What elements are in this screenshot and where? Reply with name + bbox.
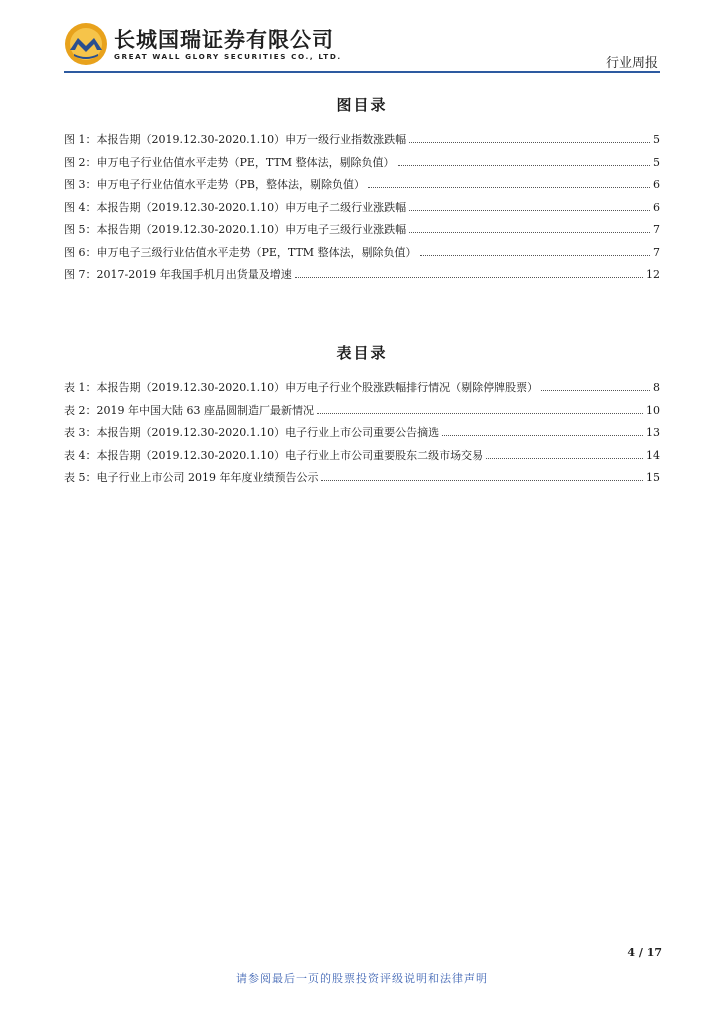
figure-toc-entry[interactable] (64, 266, 660, 289)
toc-leader-dots (541, 380, 650, 391)
figure-toc-entry[interactable] (64, 176, 660, 199)
table-toc-entry[interactable] (64, 379, 660, 402)
toc-leader-dots (420, 245, 650, 256)
toc-leader-dots (398, 155, 650, 166)
toc-entry-page: 13 (646, 426, 660, 439)
toc-entry-page: 10 (646, 403, 660, 417)
toc-leader-dots (409, 132, 650, 143)
page-number: 4 / 17 (627, 946, 662, 959)
company-logo (64, 22, 108, 66)
toc-entry-label: 图 1：本报告期（2019.12.30-2020.1.10）申万一级行业指数涨跌幅 (64, 133, 407, 146)
figure-toc-title: 图目录 (336, 96, 388, 114)
toc-entry-label: 表 3：本报告期（2019.12.30-2020.1.10）电子行业上市公司重要公告摘选 (64, 426, 440, 439)
toc-entry-page: 5 (653, 155, 660, 169)
figure-toc-entry[interactable] (64, 154, 660, 177)
figure-toc-entry[interactable] (64, 244, 660, 267)
toc-entry-page: 12 (646, 268, 660, 281)
toc-entry-page: 14 (646, 448, 660, 462)
report-type-label: 行业周报 (605, 56, 658, 71)
toc-entry-label: 图 7：2017-2019 年我国手机月出货量及增速 (64, 268, 292, 281)
toc-entry-page: 5 (653, 133, 660, 146)
toc-entry-label: 图 4：本报告期（2019.12.30-2020.1.10）申万电子二级行业涨跌幅 (64, 200, 407, 214)
table-toc-title: 表目录 (336, 344, 388, 362)
toc-leader-dots (321, 470, 643, 481)
toc-entry-label: 图 3：申万电子行业估值水平走势（PB，整体法，剔除负值） (64, 178, 365, 191)
table-toc-entry[interactable] (64, 469, 660, 492)
table-toc-list (64, 379, 660, 492)
toc-entry-page: 15 (646, 471, 660, 484)
toc-leader-dots (442, 425, 643, 436)
figure-toc-entry[interactable] (64, 199, 660, 222)
toc-entry-page: 7 (653, 223, 660, 236)
toc-entry-page: 6 (653, 178, 660, 191)
toc-entry-label: 表 2：2019 年中国大陆 63 座晶圆制造厂最新情况 (64, 403, 314, 417)
table-toc-entry[interactable] (64, 447, 660, 470)
figure-toc-list (64, 131, 660, 289)
toc-entry-label: 表 4：本报告期（2019.12.30-2020.1.10）电子行业上市公司重要股东二级市场交易 (64, 448, 484, 462)
toc-leader-dots (317, 403, 643, 414)
toc-leader-dots (486, 448, 643, 459)
toc-leader-dots (409, 200, 650, 211)
toc-entry-label: 图 2：申万电子行业估值水平走势（PE，TTM 整体法，剔除负值） (64, 155, 395, 169)
header-divider (64, 71, 660, 73)
toc-leader-dots (295, 267, 643, 278)
footer-disclaimer: 请参阅最后一页的股票投资评级说明和法律声明 (236, 972, 488, 985)
toc-entry-label: 表 1：本报告期（2019.12.30-2020.1.10）申万电子行业个股涨跌幅排行情况（剔除停牌股票） (64, 381, 539, 394)
toc-leader-dots (409, 222, 650, 233)
toc-entry-label: 表 5：电子行业上市公司 2019 年年度业绩预告公示 (64, 471, 319, 484)
toc-entry-label: 图 5：本报告期（2019.12.30-2020.1.10）申万电子三级行业涨跌幅 (64, 223, 407, 236)
toc-entry-page: 8 (653, 381, 660, 394)
toc-entry-label: 图 6：申万电子三级行业估值水平走势（PE，TTM 整体法，剔除负值） (64, 245, 417, 259)
table-toc-entry[interactable] (64, 424, 660, 447)
brand-name-cn: 长城国瑞证券有限公司 (114, 28, 334, 52)
toc-leader-dots (368, 177, 650, 188)
toc-entry-page: 7 (653, 245, 660, 259)
table-toc-entry[interactable] (64, 402, 660, 425)
toc-entry-page: 6 (653, 200, 660, 214)
figure-toc-entry[interactable] (64, 221, 660, 244)
brand-name-en: GREAT WALL GLORY SECURITIES CO., LTD. (114, 52, 342, 61)
figure-toc-entry[interactable] (64, 131, 660, 154)
